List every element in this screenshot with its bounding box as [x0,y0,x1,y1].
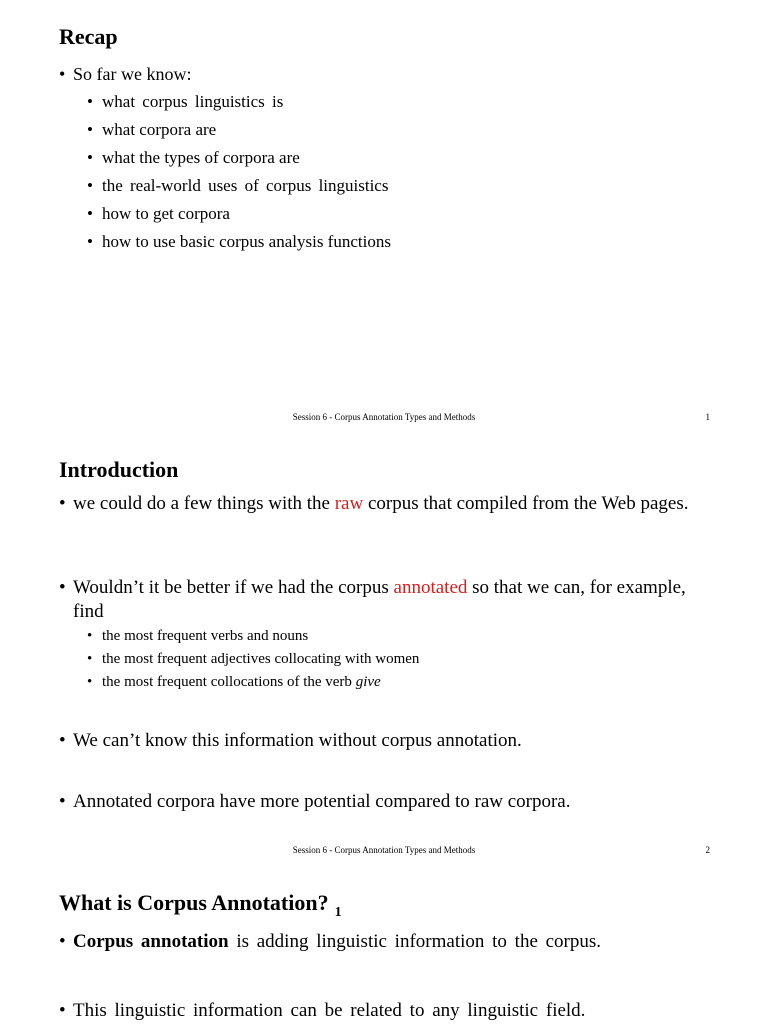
list-item: • how to use basic corpus analysis functions [87,232,391,251]
list-item: • what corpus linguistics is [87,92,284,111]
bullet-icon: • [59,730,66,751]
list-item: • what corpora are [87,120,217,139]
bullet-potential: • Annotated corpora have more potential compared to raw corpora. [59,791,571,812]
list-item: • how to get corpora [87,204,230,223]
bullet-icon: • [87,651,93,667]
page-number: 1 [705,412,710,422]
bullet-icon: • [87,232,93,251]
bullet-icon: • [87,148,93,167]
bullet-linguistic-field: • This linguistic information can be related to any linguistic field. [59,1000,586,1021]
bullet-annotated: • Wouldn’t it be better if we had the corpus annotated so that we can, for example, find [59,577,686,622]
bullet-no-annotation: • We can’t know this information without corpus annotation. [59,730,522,751]
footer-text: Session 6 - Corpus Annotation Types and Methods [292,412,476,422]
title-subscript: 1 [334,905,342,920]
bullet-icon: • [59,1000,66,1021]
slide-title: Recap [59,24,118,49]
bullet-icon: • [59,577,66,598]
bullet-icon: • [59,931,66,952]
slide-title: Introduction [59,457,179,482]
bullet-icon: • [87,628,93,644]
bullet-icon: • [59,493,66,514]
page-number: 2 [705,845,710,855]
bullet-definition: • Corpus annotation is adding linguistic information to the corpus. [59,931,602,952]
list-item: • the most frequent adjectives collocating with women [87,651,420,667]
slide-title: What is Corpus Annotation? $_1$ [59,890,342,920]
bullet-icon: • [87,92,93,111]
bullet-icon: • [87,674,93,690]
bullet-intro: • So far we know: [59,64,192,84]
bullet-raw: • we could do a few things with the raw corpus that compiled from the Web pages. [59,493,689,514]
bullet-icon: • [59,791,66,812]
bullet-icon: • [59,64,66,84]
list-item: • the real-world uses of corpus linguistics [87,176,389,195]
highlight-raw: raw [334,493,364,514]
bullet-icon: • [87,176,93,195]
bullet-icon: • [87,204,93,223]
list-item: • the most frequent verbs and nouns [87,628,309,644]
list-item: • the most frequent collocations of the verb give [87,674,381,690]
bullet-icon: • [87,120,93,139]
highlight-annotated: annotated [393,577,468,598]
list-item: • what the types of corpora are [87,148,300,167]
footer-text: Session 6 - Corpus Annotation Types and Methods [292,845,476,855]
